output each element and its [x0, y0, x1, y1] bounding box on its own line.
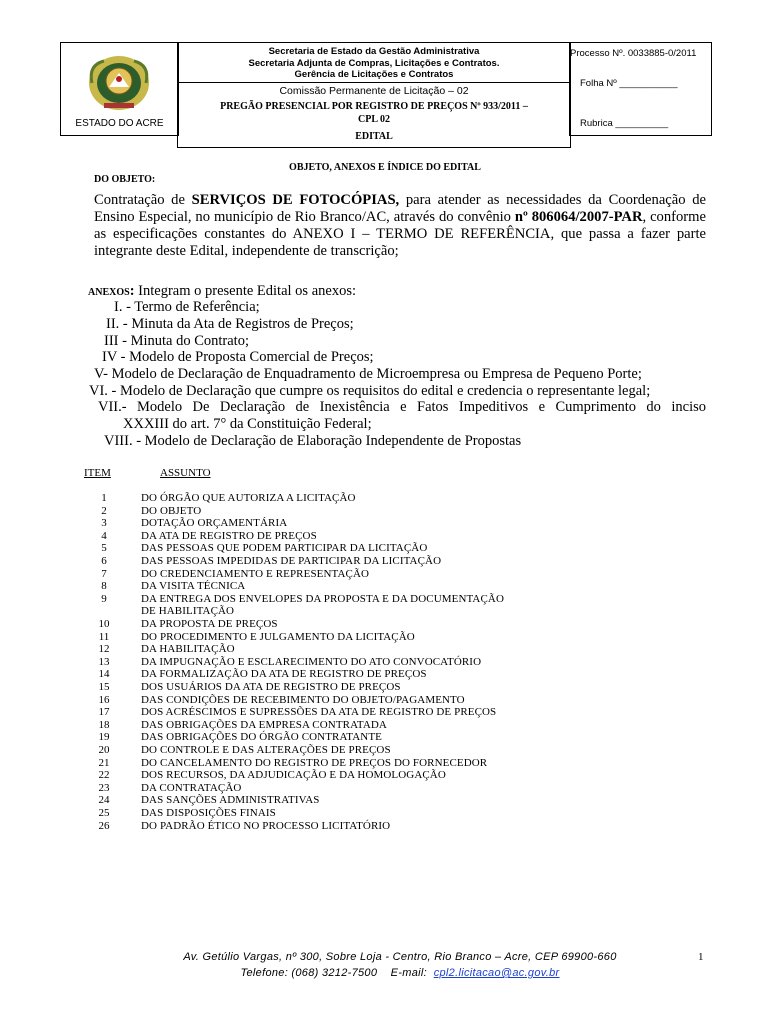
- anexos-colon: :: [129, 283, 135, 299]
- index-row-number: 8: [101, 580, 107, 593]
- index-row-subject: DAS OBRIGAÇÕES DO ÓRGÃO CONTRATANTE: [141, 731, 382, 744]
- anexos-intro: [88, 283, 356, 300]
- index-row-number: 7: [101, 567, 107, 580]
- index-row-number: 22: [98, 769, 110, 782]
- page-number: 1: [698, 951, 704, 963]
- rubrica-field: Rubrica __________: [580, 118, 669, 129]
- processo-number: Processo Nº. 0033885-0/2011: [570, 48, 697, 59]
- objeto-label: DO OBJETO:: [94, 174, 156, 185]
- index-row-number: 10: [98, 618, 110, 630]
- footer-email-link[interactable]: cpl2.licitacao@ac.gov.br: [433, 967, 560, 979]
- section-title: OBJETO, ANEXOS E ÍNDICE DO EDITAL: [289, 162, 481, 173]
- index-row-subject: DO ÓRGÃO QUE AUTORIZA A LICITAÇÃO: [141, 492, 356, 504]
- index-row-number: 19: [98, 731, 110, 744]
- objeto-paragraph: [94, 192, 706, 260]
- index-row-subject: DAS PESSOAS IMPEDIDAS DE PARTICIPAR DA LICITAÇÃO: [141, 555, 442, 567]
- index-row-number: 18: [98, 718, 110, 731]
- header-right-cell: [569, 42, 712, 136]
- index-row-number: 26: [98, 819, 110, 832]
- edital-label: EDITAL: [355, 131, 393, 142]
- header-divider: [178, 82, 570, 83]
- index-row-subject: DO CONTROLE E DAS ALTERAÇÕES DE PREÇOS: [141, 744, 391, 756]
- index-row-number: 5: [101, 542, 107, 555]
- index-row-subject: DAS CONDIÇÕES DE RECEBIMENTO DO OBJETO/PAGAMENTO: [141, 693, 465, 706]
- index-row-subject: DA CONTRATAÇÃO: [141, 781, 242, 794]
- header-center-cell: [177, 42, 571, 148]
- objeto-service: SERVIÇOS DE FOTOCÓPIAS,: [191, 192, 400, 208]
- anexo-item: IV - Modelo de Proposta Comercial de Preços;: [102, 349, 374, 365]
- anexo-item: II. - Minuta da Ata de Registros de Preços;: [106, 316, 354, 332]
- commission-title: Comissão Permanente de Licitação – 02: [279, 85, 469, 97]
- anexo-item: I. - Termo de Referência;: [114, 299, 260, 315]
- index-row-number: 17: [98, 706, 110, 719]
- index-row-number: 20: [98, 744, 110, 756]
- coat-of-arms-emblem: [84, 53, 154, 113]
- index-row-number: 25: [98, 807, 110, 819]
- footer-contact: [0, 967, 770, 979]
- index-row-number: 9: [101, 592, 107, 605]
- secretaria-line-2: Secretaria Adjunta de Compras, Licitações e Contratos.: [248, 58, 500, 69]
- index-row-number: 14: [98, 668, 110, 681]
- index-row-number: 1: [101, 492, 107, 504]
- anexo-item: V- Modelo de Declaração de Enquadramento de Microempresa ou Empresa de Pequeno Porte;: [94, 366, 642, 382]
- index-row-number: 13: [98, 655, 110, 668]
- header-left-cell: [60, 42, 179, 136]
- index-row-subject: DA VISITA TÉCNICA: [141, 580, 246, 593]
- index-row-subject: DO CREDENCIAMENTO E REPRESENTAÇÃO: [141, 567, 370, 580]
- index-row-number: 12: [98, 643, 110, 656]
- anexo-item: VIII. - Modelo de Declaração de Elaboração Independente de Propostas: [104, 433, 522, 449]
- index-row-subject: DAS OBRIGAÇÕES DA EMPRESA CONTRATADA: [141, 718, 387, 731]
- index-row-number: 3: [101, 517, 107, 530]
- anexo-item: VI. - Modelo de Declaração que cumpre os requisitos do edital e credencia o representante legal;: [89, 383, 651, 399]
- objeto-mid: para atender as necessidades da Coordenação de Ensino Especial, no município de Rio Branco/AC, através do convênio: [94, 192, 707, 225]
- index-row-number: 2: [101, 504, 107, 517]
- objeto-end: , conforme as especificações constantes do ANEXO I – TERMO DE REFERÊNCIA, que passa a fazer parte integrante deste Edital, independente de transcrição;: [94, 209, 706, 259]
- objeto-intro: Contratação de: [94, 192, 192, 208]
- secretaria-line-3: Gerência de Licitações e Contratos: [294, 69, 454, 80]
- index-row-subject: DOS ACRÉSCIMOS E SUPRESSÕES DA ATA DE REGISTRO DE PREÇOS: [141, 706, 497, 719]
- folha-field: Folha Nº ___________: [580, 78, 678, 89]
- index-row-subject: DE HABILITAÇÃO: [141, 605, 235, 618]
- index-row-subject: DAS SANÇÕES ADMINISTRATIVAS: [141, 794, 320, 807]
- pregao-line-1: PREGÃO PRESENCIAL POR REGISTRO DE PREÇOS Nº 933/2011 –: [220, 101, 528, 112]
- index-row-subject: DO CANCELAMENTO DO REGISTRO DE PREÇOS DO FORNECEDOR: [141, 756, 488, 769]
- index-col-item: ITEM: [84, 467, 111, 479]
- pregao-line-2: CPL 02: [358, 114, 390, 125]
- footer-phone: Telefone: (068) 3212-7500 E-mail:: [240, 967, 434, 979]
- index-row-subject: DO OBJETO: [141, 504, 202, 517]
- index-row-subject: DO PROCEDIMENTO E JULGAMENTO DA LICITAÇÃO: [141, 630, 415, 643]
- anexos-label: ANEXOS: [88, 287, 130, 298]
- anexos-intro-text: Integram o presente Edital os anexos:: [134, 283, 356, 299]
- index-row-number: 11: [98, 630, 110, 643]
- index-row-number: 15: [98, 681, 110, 693]
- index-row-number: 4: [101, 529, 107, 542]
- index-row-subject: DAS DISPOSIÇÕES FINAIS: [141, 807, 276, 819]
- objeto-convenio: nº 806064/2007-PAR: [514, 209, 643, 225]
- index-row-subject: DA PROPOSTA DE PREÇOS: [141, 618, 278, 630]
- index-row-number: 23: [98, 781, 110, 794]
- index-row-number: 24: [98, 794, 110, 807]
- index-row-subject: DOS RECURSOS, DA ADJUDICAÇÃO E DA HOMOLOGAÇÃO: [141, 769, 446, 782]
- anexo-item-continued: XXXIII do art. 7° da Constituição Federal;: [123, 416, 372, 432]
- anexo-item: VII.- Modelo De Declaração de Inexistência e Fatos Impeditivos e Cumprimento do inciso: [98, 399, 706, 415]
- footer-address: Av. Getúlio Vargas, nº 300, Sobre Loja - Centro, Rio Branco – Acre, CEP 69900-660: [183, 951, 617, 963]
- secretaria-line-1: Secretaria de Estado da Gestão Administrativa: [268, 46, 480, 57]
- index-row-subject: DA FORMALIZAÇÃO DA ATA DE REGISTRO DE PREÇOS: [141, 668, 427, 681]
- index-row-number: 21: [98, 756, 110, 769]
- index-row-number: 6: [101, 555, 107, 567]
- index-row-subject: DA ENTREGA DOS ENVELOPES DA PROPOSTA E DA DOCUMENTAÇÃO: [141, 592, 505, 605]
- index-row-subject: DOTAÇÃO ORÇAMENTÁRIA: [141, 517, 288, 530]
- index-row-subject: DA IMPUGNAÇÃO E ESCLARECIMENTO DO ATO CONVOCATÓRIO: [141, 655, 482, 668]
- index-row-subject: DA HABILITAÇÃO: [141, 643, 235, 656]
- index-row-number: 16: [98, 693, 110, 706]
- index-row-subject: DAS PESSOAS QUE PODEM PARTICIPAR DA LICITAÇÃO: [141, 542, 428, 555]
- index-row-subject: DO PADRÃO ÉTICO NO PROCESSO LICITATÓRIO: [141, 819, 391, 832]
- index-row-subject: DOS USUÁRIOS DA ATA DE REGISTRO DE PREÇOS: [141, 681, 401, 693]
- state-label: ESTADO DO ACRE: [75, 118, 164, 129]
- anexo-item: III - Minuta do Contrato;: [104, 333, 249, 349]
- index-col-assunto: ASSUNTO: [160, 467, 211, 479]
- index-row-subject: DA ATA DE REGISTRO DE PREÇOS: [141, 529, 317, 542]
